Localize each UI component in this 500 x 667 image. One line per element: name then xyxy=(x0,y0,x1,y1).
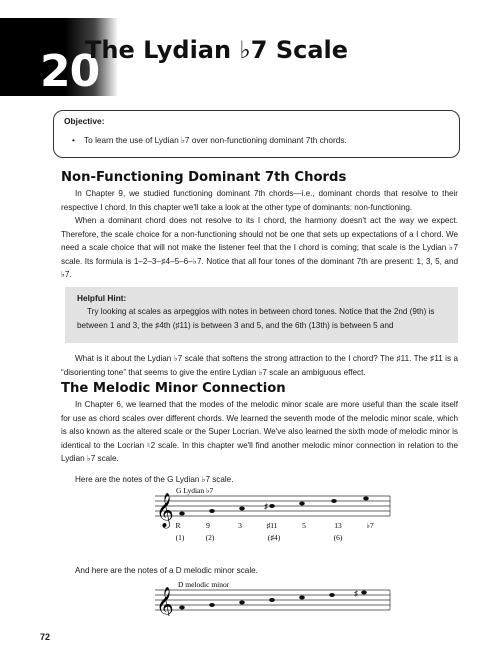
degree-label: R xyxy=(175,521,181,530)
helpful-hint-box xyxy=(65,287,458,343)
bullet-icon: • xyxy=(72,135,75,145)
hint-title: Helpful Hint: xyxy=(77,293,127,303)
treble-clef-icon: 𝄞 xyxy=(156,494,174,527)
paragraph-text: What is it about the Lydian ♭7 scale that softens the strong attraction to the I chord? The ♯11. The ♯11 is a “disorienting tone” that seems to give the entire Lydian ♭7 scale an ambiguous effect. xyxy=(61,354,458,377)
music-figure-g-lydian-b7 xyxy=(150,488,400,555)
paragraph-text: In Chapter 9, we studied functioning dominant 7th chords—i.e., dominant chords that resolve to their respective I chord. In this chapter we'll take a look at the other type of dominants: non-functioning. xyxy=(61,189,458,212)
degree-label: 5 xyxy=(302,521,306,530)
section-heading-melodic-minor: The Melodic Minor Connection xyxy=(61,381,286,396)
treble-clef-icon: 𝄞 xyxy=(156,588,174,616)
sharp-icon: ♯ xyxy=(354,589,358,598)
objective-item xyxy=(72,135,347,145)
hint-text-content: Try looking at scales as arpeggios with notes in between chord tones. Notice that the 2nd (9th) is between 1 and 3, the ♯4th (♯11) is between 3 and 5, and the 6th (13th) is between 5 and xyxy=(77,307,435,330)
degree-label: ♭7 xyxy=(366,521,374,530)
sharp-icon: ♯ xyxy=(264,502,268,511)
figure-lead-text: Here are the notes of the G Lydian ♭7 scale. xyxy=(75,475,234,484)
objective-box xyxy=(53,110,460,158)
paragraph xyxy=(61,187,458,214)
chapter-number: 20 xyxy=(40,46,100,97)
figure-label: D melodic minor xyxy=(178,580,230,589)
paragraph xyxy=(61,352,458,379)
figure-lead-text: And here are the notes of a D melodic minor scale. xyxy=(75,566,258,575)
degree-alt-label: (6) xyxy=(333,533,343,542)
page-number: 72 xyxy=(40,632,51,642)
paragraph xyxy=(61,214,458,282)
degree-label: ♯11 xyxy=(266,521,278,530)
degree-label: 3 xyxy=(238,521,242,530)
music-figure-d-melodic-minor xyxy=(150,576,400,621)
objective-label: Objective: xyxy=(64,116,105,126)
paragraph xyxy=(61,398,458,466)
degree-alt-label: (1) xyxy=(175,533,185,542)
paragraph-text: In Chapter 6, we learned that the modes of the melodic minor scale are more useful than the scale itself for use as chord scales over different chords. We learned the seventh mode of the melodic minor scale, which is also known as the altered scale or the Super Locrian. We've also learned the sixth mode of melodic minor is identical to the Locrian ♮2 scale. In this chapter we'll find another melodic minor connection in relation to the Lydian ♭7 scale. xyxy=(61,400,458,464)
degree-alt-label: (2) xyxy=(205,533,215,542)
figure-label: G Lydian ♭7 xyxy=(176,488,214,495)
section-heading-non-functioning: Non-Functioning Dominant 7th Chords xyxy=(61,170,347,185)
degree-label: 9 xyxy=(206,521,210,530)
degree-label: 13 xyxy=(334,521,342,530)
hint-text xyxy=(77,305,452,335)
paragraph-text: When a dominant chord does not resolve to its I chord, the harmony doesn't act the way we expect. Therefore, the scale choice for a non-functioning should not be one that sets up expectations of a I chord. We need a scale choice that will not make the listener feel that the I chord is coming; that scale is the Lydian ♭7 scale. Its formula is 1–2–3–♯4–5–6–♭7. Notice that all four tones of the dominant 7th are present: 1, 3, 5, and ♭7. xyxy=(61,216,458,280)
degree-alt-label: (♯4) xyxy=(267,533,281,542)
chapter-title: The Lydian ♭7 Scale xyxy=(85,36,349,64)
objective-item-text: To learn the use of Lydian ♭7 over non-functioning dominant 7th chords. xyxy=(84,135,347,145)
